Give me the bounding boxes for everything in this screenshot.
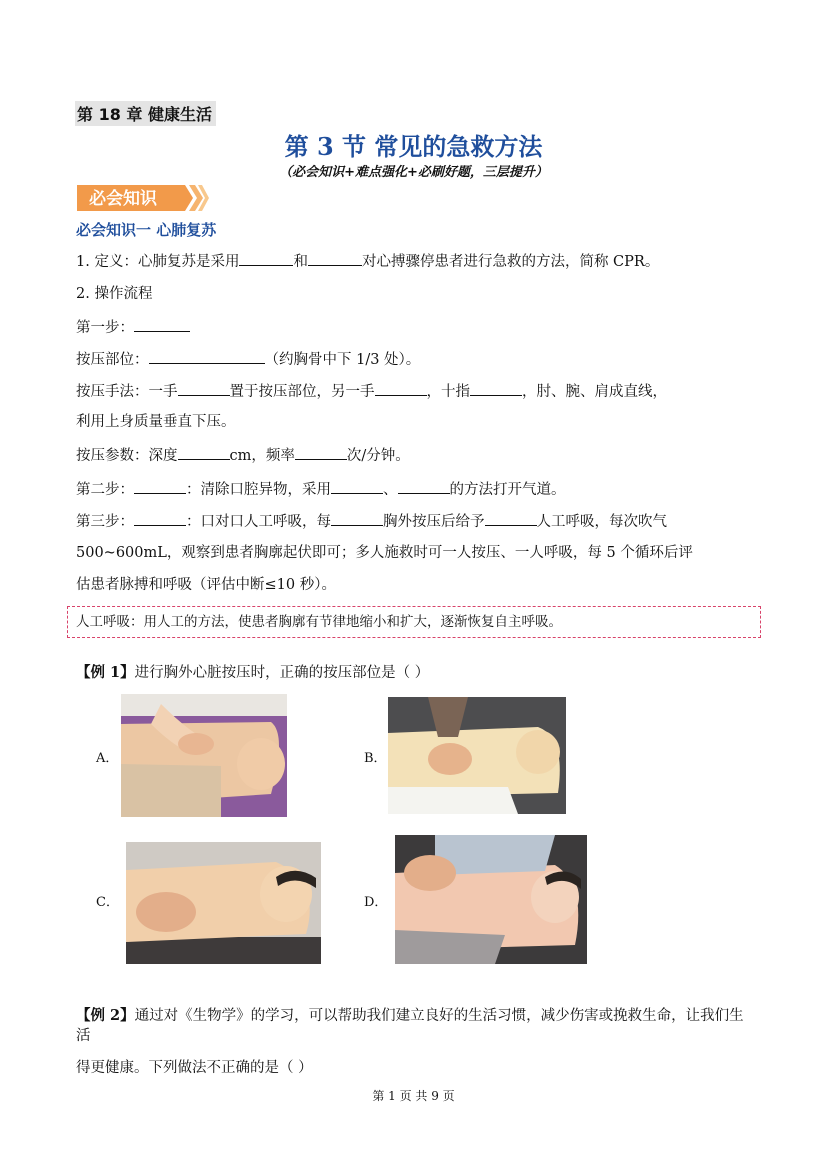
blank	[331, 479, 383, 494]
option-b-photo[interactable]	[388, 697, 566, 814]
section-badge	[77, 183, 209, 213]
blank	[178, 445, 230, 460]
blank	[295, 445, 347, 460]
hand-line: 按压手法：一手 置于按压部位，另一手 ，十指 ，肘、腕、肩成直线，	[76, 381, 667, 402]
step2-line: 第二步： ：清除口腔异物，采用 、 的方法打开气道。	[76, 479, 566, 500]
blank	[134, 317, 190, 332]
blank	[149, 349, 265, 364]
option-d-label[interactable]: D．	[364, 895, 388, 910]
flow-heading: 2. 操作流程	[76, 286, 153, 302]
definition-line: 1. 定义：心肺复苏是采用 和 对心搏骤停患者进行急救的方法，简称 CPR。	[76, 251, 659, 272]
page-number: 第 1 页 共 9 页	[372, 1089, 455, 1103]
param-line: 按压参数：深度 cm，频率 次/分钟。	[76, 445, 410, 466]
step1-line: 第一步：	[76, 317, 190, 338]
blank	[308, 251, 362, 266]
blank	[485, 511, 537, 526]
chapter-label: 第 18 章 健康生活	[75, 101, 216, 126]
blank	[470, 381, 522, 396]
blank	[178, 381, 230, 396]
example1-question: 【例 1】进行胸外心脏按压时，正确的按压部位是（ ）	[76, 664, 430, 681]
blank	[375, 381, 427, 396]
note-box: 人工呼吸：用人工的方法，使患者胸廓有节律地缩小和扩大，逐渐恢复自主呼吸。	[67, 606, 761, 638]
step3-line-2: 500~600mL，观察到患者胸廓起伏即可；多人施救时可一人按压、一人呼吸，每 5 个循环后评	[76, 545, 693, 561]
option-d-photo[interactable]	[395, 835, 587, 964]
page-subtitle: （必会知识+难点强化+必刷好题，三层提升）	[279, 165, 548, 180]
blank	[134, 511, 186, 526]
blank	[134, 479, 186, 494]
example2-question: 【例 2】通过对《生物学》的学习，可以帮助我们建立良好的生活习惯，减少伤害或挽救生命，让我们生活 得更健康。下列做法不正确的是（ ）	[76, 1007, 744, 1076]
page-title: 第 3 节 常见的急救方法	[284, 132, 543, 161]
option-a-photo[interactable]	[121, 694, 287, 817]
badge-text: 必会知识	[89, 189, 157, 209]
step3-line: 第三步： ：口对口人工呼吸，每 胸外按压后给予 人工呼吸，每次吹气	[76, 511, 667, 532]
hand-line-2: 利用上身质量垂直下压。	[76, 414, 236, 430]
option-a-label[interactable]: A．	[96, 751, 119, 766]
option-c-photo[interactable]	[126, 842, 321, 964]
section-heading: 必会知识一 心肺复苏	[76, 221, 217, 239]
blank	[331, 511, 383, 526]
option-b-label[interactable]: B．	[364, 751, 387, 766]
step3-line-3: 估患者脉搏和呼吸（评估中断≤10 秒）。	[76, 577, 336, 593]
blank	[398, 479, 450, 494]
position-line: 按压部位： （约胸骨中下 1/3 处）。	[76, 349, 420, 370]
option-c-label[interactable]: C．	[96, 895, 119, 910]
blank	[239, 251, 293, 266]
